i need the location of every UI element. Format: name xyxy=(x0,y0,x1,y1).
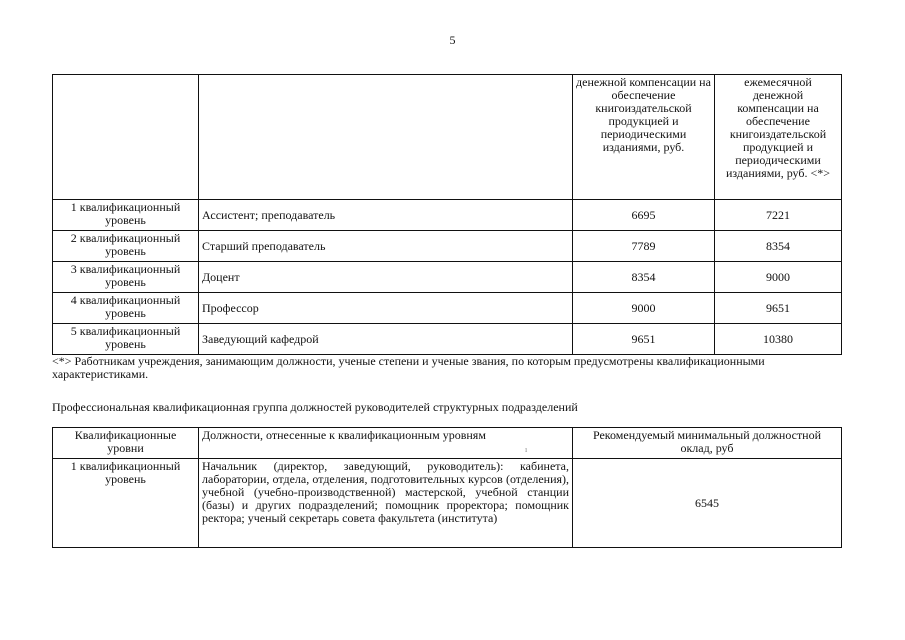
table-row xyxy=(53,231,842,262)
value-cell: 7789 xyxy=(573,231,715,262)
position-cell: Заведующий кафедрой xyxy=(199,324,573,355)
section-heading: Профессиональная квалификационная группа должностей руководителей структурных подразделений xyxy=(52,400,578,414)
header-cell-empty-2 xyxy=(199,75,573,200)
value-cell: 7221 xyxy=(715,200,842,231)
header-cell-positions: Должности, отнесенные к квалификационным уровням xyxy=(199,428,573,459)
positions-cell: Начальник (директор, заведующий, руководитель): кабинета, лаборатории, отдела, отделения, подготовительных курсов (отделения), учебной (учебно-производственной) мастерской, учебной станции (базы) и других подразделений; помощник проректора; помощник ректора; ученый секретарь совета факультета (института) xyxy=(199,459,573,548)
position-cell: Профессор xyxy=(199,293,573,324)
table-header-row xyxy=(53,428,842,459)
header-cell-monthly-compensation: ежемесячной денежной компенсации на обеспечение книгоиздательской продукцией и периодическими изданиями, руб. <*> xyxy=(715,75,842,200)
table-row xyxy=(53,262,842,293)
table-header-row xyxy=(53,75,842,200)
scan-artifact-mark: ı xyxy=(525,445,528,454)
table-row xyxy=(53,459,842,548)
header-cell-salary: Рекомендуемый минимальный должностной оклад, руб xyxy=(573,428,842,459)
salary-table-unit-heads xyxy=(52,427,842,548)
table-row xyxy=(53,200,842,231)
level-cell: 4 квалификационный уровень xyxy=(53,293,199,324)
position-cell: Ассистент; преподаватель xyxy=(199,200,573,231)
header-cell-empty-1 xyxy=(53,75,199,200)
value-cell: 9000 xyxy=(573,293,715,324)
salary-cell: 6545 xyxy=(573,459,842,548)
footnote: <*> Работникам учреждения, занимающим должности, ученые степени и ученые звания, по которым предусмотрены квалификационными характеристиками. xyxy=(52,354,765,381)
value-cell: 9651 xyxy=(715,293,842,324)
value-cell: 6695 xyxy=(573,200,715,231)
value-cell: 10380 xyxy=(715,324,842,355)
position-cell: Доцент xyxy=(199,262,573,293)
level-cell: 5 квалификационный уровень xyxy=(53,324,199,355)
value-cell: 9000 xyxy=(715,262,842,293)
header-cell-compensation: денежной компенсации на обеспечение книгоиздательской продукцией и периодическими изданиями, руб. xyxy=(573,75,715,200)
level-cell: 2 квалификационный уровень xyxy=(53,231,199,262)
level-cell: 1 квалификационный уровень xyxy=(53,200,199,231)
header-cell-levels: Квалификационные уровни xyxy=(53,428,199,459)
page-number: 5 xyxy=(449,33,456,47)
level-cell: 1 квалификационный уровень xyxy=(53,459,199,548)
value-cell: 8354 xyxy=(573,262,715,293)
position-cell: Старший преподаватель xyxy=(199,231,573,262)
table-row xyxy=(53,293,842,324)
table-row xyxy=(53,324,842,355)
salary-table-teaching-staff xyxy=(52,74,842,355)
value-cell: 8354 xyxy=(715,231,842,262)
value-cell: 9651 xyxy=(573,324,715,355)
level-cell: 3 квалификационный уровень xyxy=(53,262,199,293)
